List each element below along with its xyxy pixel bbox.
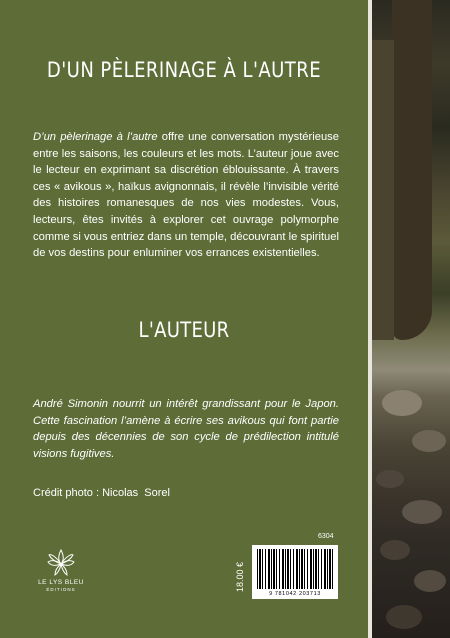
publisher-sub: ÉDITIONS <box>46 587 76 592</box>
lily-flower-icon <box>46 547 76 577</box>
photo-credit: Crédit photo : Nicolas Sorel <box>33 487 170 499</box>
book-description <box>33 129 339 262</box>
description-italic-title: D’un pèlerinage à l’autre <box>33 131 158 143</box>
isbn-barcode <box>252 545 338 599</box>
description-text: offre une conversation mystérieuse entre les saisons, les couleurs et les mots. L’auteur joue avec le lecteur en exprimant sa discrétion éblouissante. À travers ces « avikous », haïkus avignonnais, il révèle l’invisible vérité des histoires romanesques de nos vies modestes. Vous, lecteurs, êtes invités à explorer cet ouvrage polymorphe comme si vous entriez dans un temple, découvrant le spirituel de vos destins pour enluminer vos errances existentielles. <box>33 131 339 260</box>
publisher-logo <box>36 547 86 607</box>
price-label: 18.00 € <box>235 561 245 593</box>
publisher-name: LE LYS BLEU <box>38 579 84 586</box>
book-title: D'UN PÈLERINAGE À L'AUTRE <box>46 58 322 82</box>
catalog-code: 6304 <box>318 533 334 540</box>
barcode-bars <box>257 549 333 589</box>
cover-photo-strip <box>372 0 450 638</box>
author-heading: L'AUTEUR <box>138 318 230 342</box>
isbn-digits: 9 781042 203713 <box>269 591 321 597</box>
author-bio: André Simonin nourrit un intérêt grandissant pour le Japon. Cette fascination l’amène à écrire ses avikous qui font partie depuis des décennies de son cycle de prédilection intitulé visions fugitives. <box>33 398 339 460</box>
